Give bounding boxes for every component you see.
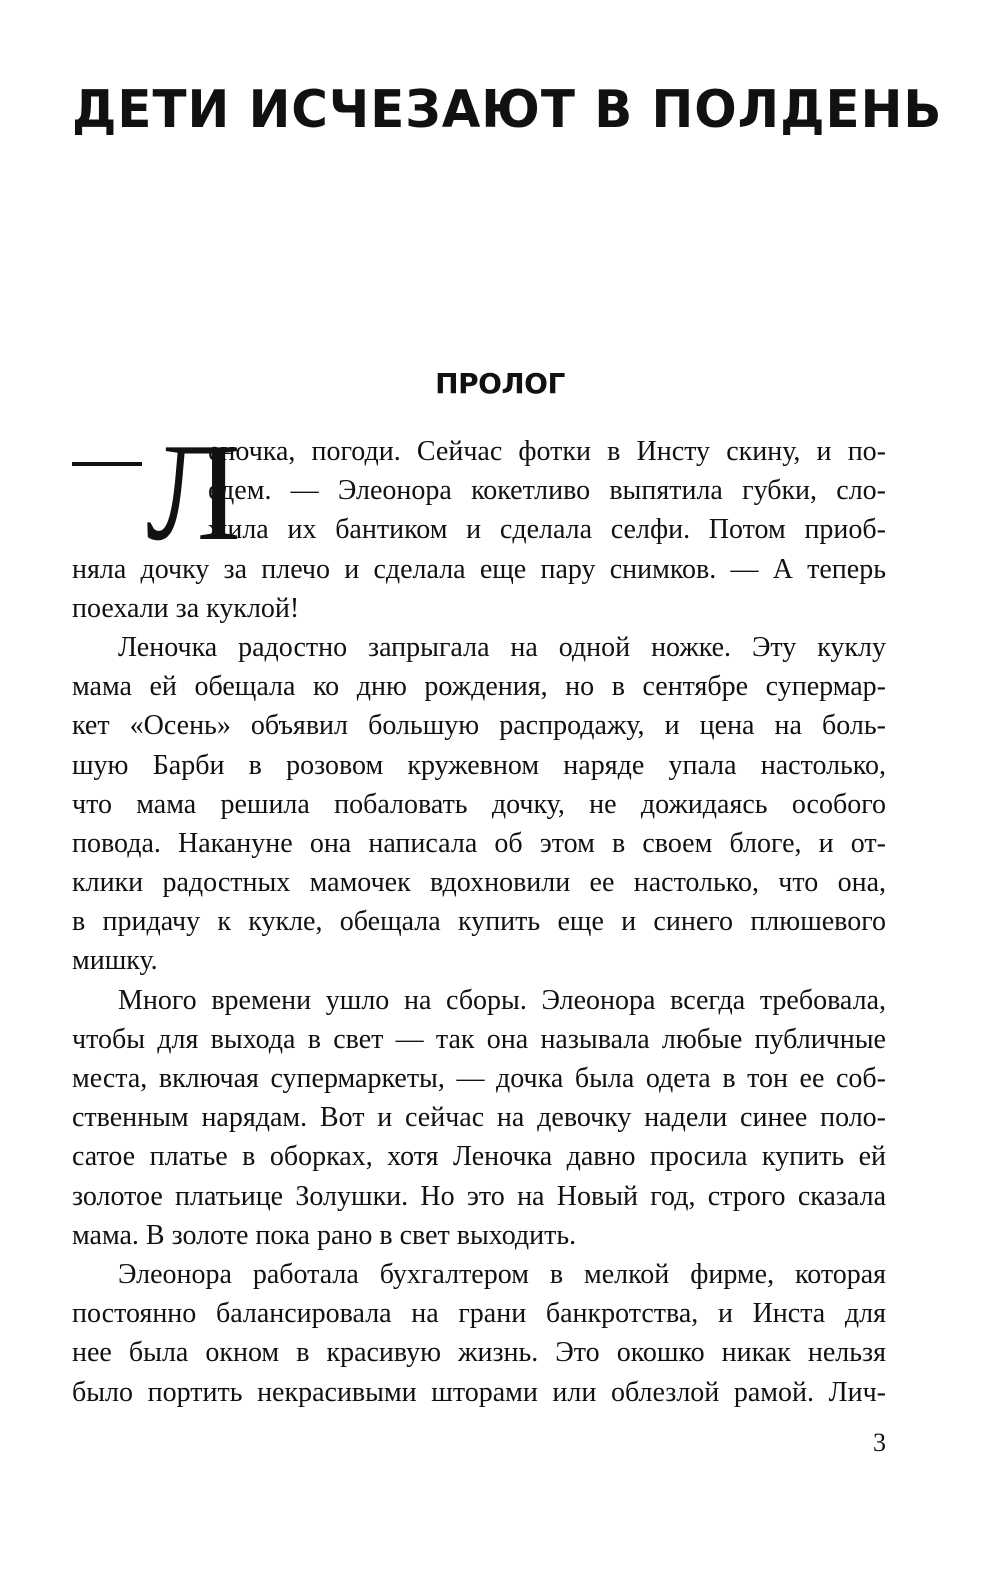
text-line: поехали за куклой! xyxy=(72,592,300,624)
drop-cap-letter: Л xyxy=(146,415,241,570)
text-line: мама. В золоте пока рано в свет выходить. xyxy=(72,1219,577,1251)
drop-cap-dash xyxy=(72,462,142,466)
text-line: няла дочку за плечо и сделала еще пару снимков. — А теперь xyxy=(72,553,886,585)
text-line: повода. Накануне она написала об этом в своем блоге, и от- xyxy=(72,827,886,859)
text-line: в придачу к кукле, обещала купить еще и синего плюшевого xyxy=(72,906,886,938)
text-line: шую Барби в розовом кружевном наряде упала настолько, xyxy=(72,749,886,781)
text-line: Леночка радостно запрыгала на одной ножке. Эту куклу xyxy=(118,631,886,663)
text-line: что мама решила побаловать дочку, не дожидаясь особого xyxy=(72,788,886,820)
text-line: ственным нарядам. Вот и сейчас на девочку надели синее поло- xyxy=(72,1102,886,1134)
text-line: Много времени ушло на сборы. Элеонора всегда требовала, xyxy=(118,984,886,1016)
chapter-title: ПРОЛОГ xyxy=(435,367,565,400)
text-line: сатое платье в оборках, хотя Леночка давно просила купить ей xyxy=(72,1141,886,1173)
text-line: нее была окном в красивую жизнь. Это окошко никак нельзя xyxy=(72,1337,886,1369)
text-line: жила их бантиком и сделала селфи. Потом приоб- xyxy=(208,514,886,546)
text-line: Элеонора работала бухгалтером в мелкой фирме, которая xyxy=(118,1258,886,1290)
text-line: места, включая супермаркеты, — дочка была одета в тон ее соб- xyxy=(72,1063,886,1094)
text-line: клики радостных мамочек вдохновили ее настолько, что она, xyxy=(72,867,886,899)
text-line: постоянно балансировала на грани банкротства, и Инста для xyxy=(72,1298,886,1330)
text-line: чтобы для выхода в свет — так она называла любые публичные xyxy=(72,1023,886,1055)
text-line: золотое платьице Золушки. Но это на Новый год, строго сказала xyxy=(72,1180,886,1212)
text-line: было портить некрасивыми шторами или облезлой рамой. Лич- xyxy=(72,1376,886,1408)
text-line: мишку. xyxy=(72,945,158,977)
text-line: мама ей обещала ко дню рождения, но в сентябре супермар- xyxy=(72,671,886,703)
body-text xyxy=(72,415,886,1412)
book-title: ДЕТИ ИСЧЕЗАЮТ В ПОЛДЕНЬ xyxy=(72,80,943,140)
text-line: еночка, погоди. Сейчас фотки в Инсту скину, и по- xyxy=(208,436,886,467)
text-line: кет «Осень» объявил большую распродажу, и цена на боль- xyxy=(72,710,886,742)
text-line: едем. — Элеонора кокетливо выпятила губки, сло- xyxy=(208,475,886,507)
page-number: 3 xyxy=(873,1428,886,1457)
